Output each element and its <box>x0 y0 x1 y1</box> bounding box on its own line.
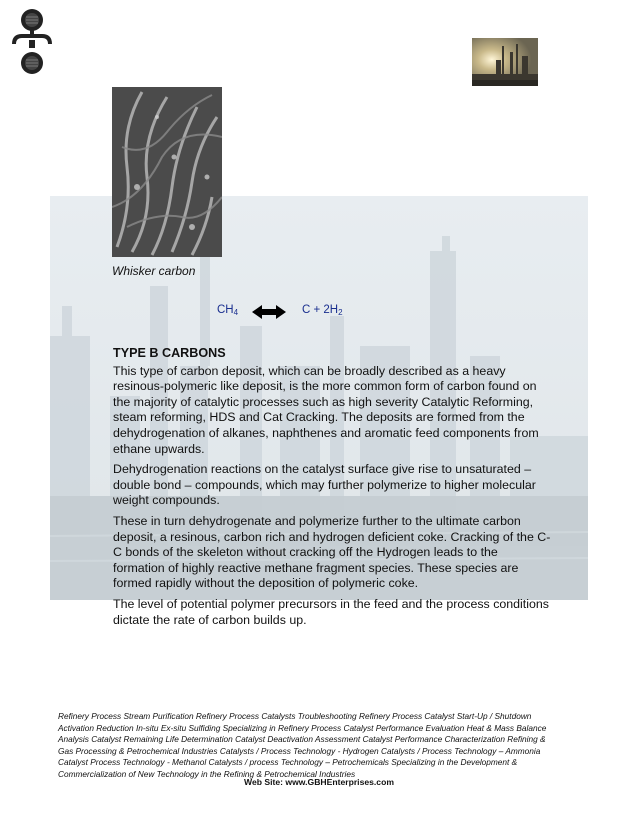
gbh-logo-icon <box>12 8 52 78</box>
paragraph-2: Dehydrogenation reactions on the catalyst surface give rise to unsaturated – double bond – compounds, which may further polymerize to higher molecular weight compounds. <box>113 462 536 508</box>
refinery-sunset-photo <box>472 38 538 86</box>
whisker-carbon-micrograph <box>112 87 222 257</box>
equation-reactant-subscript: 4 <box>233 308 239 317</box>
equation-reactant <box>217 304 238 317</box>
equation-product <box>302 304 343 317</box>
main-content <box>113 346 551 633</box>
footer-website[interactable]: Web Site: www.GBHEnterprises.com <box>244 777 394 787</box>
paragraph-1: This type of carbon deposit, which can be broadly described as a heavy resinous-polymeric like deposit, is the more common form of carbon found on the majority of catalytic processes such as high severity Catalytic Reforming, steam reforming, HDS and Cat Cracking. The deposits are formed from the dehydrogenation of alkanes, naphthenes and aromatic feed components from ethane upwards. <box>113 363 539 456</box>
equation-product-subscript: 2 <box>338 308 343 317</box>
equation-reactant-symbol: CH <box>217 304 234 316</box>
double-arrow-icon <box>252 304 286 320</box>
image-caption: Whisker carbon <box>112 264 196 278</box>
paragraph-3: These in turn dehydrogenate and polymerize further to the ultimate carbon deposit, a resinous, carbon rich and hydrogen deficient coke. Cracking of the C-C bonds of the skeleton without cracking off the Hydrogen leads to the formation of highly reactive methane fragment species. These species are formed rapidly without the deposition of polymeric coke. <box>113 513 551 591</box>
equation-product-symbol: C + 2H <box>302 304 339 316</box>
footer-services-text: Refinery Process Stream Purification Refinery Process Catalysts Troubleshooting Refinery Process Catalyst Start-Up / Shutdown Activation Reduction In-situ Ex-situ Sulfiding Specializing in Refinery Process Catalyst Performance Evaluation Heat & Mass Balance Analysis Catalyst Remaining Life Determination Catalyst Deactivation Assessment Catalyst Performance Characterization Refining & Gas Processing & Petrochemical Industries Catalysts / Process Technology - Hydrogen Catalysts / Process Technology – Ammonia Catalyst Process Technology - Methanol Catalysts / process Technology – Petrochemicals Specializing in the Development & Commercialization of New Technology in the Refining & Petrochemical Industries <box>58 711 547 779</box>
section-heading: TYPE B CARBONS <box>113 346 226 360</box>
paragraph-4: The level of potential polymer precursors in the feed and the process conditions dictate the rate of carbon builds up. <box>113 596 549 627</box>
